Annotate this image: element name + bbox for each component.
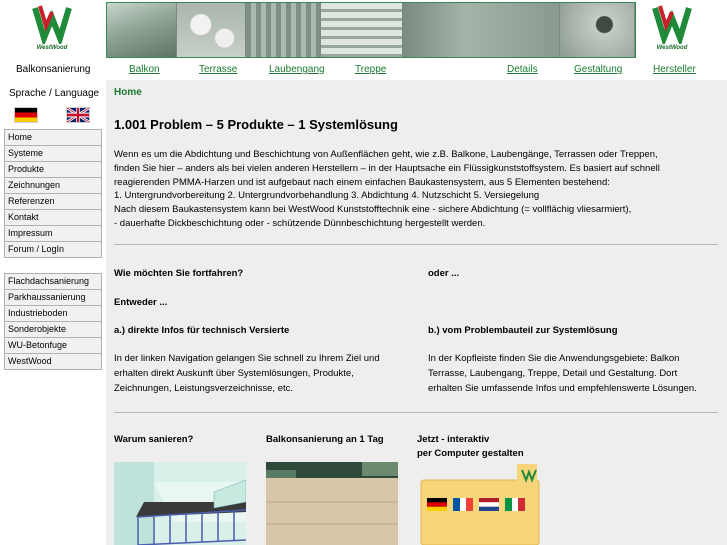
oder-label: oder ... xyxy=(428,268,460,279)
intro-text xyxy=(114,148,714,231)
language-label: Sprache / Language xyxy=(9,88,100,99)
menu-item-zeichnungen[interactable]: Zeichnungen xyxy=(4,178,102,194)
header xyxy=(0,0,727,80)
banner-photo-detail xyxy=(560,3,635,57)
menu-item-systeme[interactable]: Systeme xyxy=(4,146,102,162)
topnav-treppe[interactable]: Treppe xyxy=(355,64,387,75)
topnav-laubengang[interactable]: Laubengang xyxy=(269,64,325,75)
banner-photo-stairs xyxy=(321,3,403,57)
feature-image-warum-sanieren[interactable] xyxy=(114,462,246,545)
westwood-logo-left[interactable] xyxy=(32,4,72,56)
intro-line: Wenn es um die Abdichtung und Beschichtung von Außenflächen geht, wie z.B. Balkone, Laubengänge, Terrassen oder Treppen, xyxy=(114,149,658,160)
german-flag-icon[interactable] xyxy=(14,107,38,123)
feature-image-balkonsanierung[interactable] xyxy=(266,462,398,545)
main-menu xyxy=(4,129,102,258)
logo-text: WestWood xyxy=(656,45,688,51)
topnav-balkon[interactable]: Balkon xyxy=(129,64,160,75)
banner-label: Balkonsanierung xyxy=(16,64,91,75)
option-a-line: In der linken Navigation gelangen Sie schnell zu Ihrem Ziel und xyxy=(114,353,380,364)
intro-line: 1. Untergrundvorbereitung 2. Untergrundvorbehandlung 3. Abdichtung 4. Nutzschicht 5. Versiegelung xyxy=(114,190,540,202)
westwood-logo-icon xyxy=(32,4,72,44)
option-b-title: b.) vom Problembauteil zur Systemlösung xyxy=(428,325,618,336)
feature-interaktiv-title[interactable] xyxy=(417,433,524,461)
feature-title-line: Balkonsanierung an 1 Tag xyxy=(266,434,384,445)
divider xyxy=(114,412,718,413)
intro-line: reagierenden PMMA-Harzen und ist aufgebaut nach einem einfachen Baukastensystem, aus 5 Elementen bestehend: xyxy=(114,176,610,188)
menu-item-wu-betonfuge[interactable]: WU-Betonfuge xyxy=(4,338,102,354)
intro-line: - dauerhafte Dickbeschichtung oder - schützende Dünnbeschichtung hergestellt werden. xyxy=(114,217,486,229)
menu-item-parkhaussanierung[interactable]: Parkhaussanierung xyxy=(4,290,102,306)
page-title: 1.001 Problem – 5 Produkte – 1 Systemlösung xyxy=(114,117,398,132)
feature-balkonsanierung-title[interactable] xyxy=(266,433,384,447)
logo-text: WestWood xyxy=(36,45,68,51)
westwood-logo-right[interactable] xyxy=(652,4,692,56)
uk-flag-icon[interactable] xyxy=(66,107,90,123)
breadcrumb[interactable]: Home xyxy=(114,87,142,98)
menu-item-forum-login[interactable]: Forum / LogIn xyxy=(4,242,102,258)
banner-photo-facade xyxy=(403,3,560,57)
option-a-title: a.) direkte Infos für technisch Versierte xyxy=(114,325,290,336)
menu-item-industrieboden[interactable]: Industrieboden xyxy=(4,306,102,322)
divider xyxy=(114,244,718,245)
option-b-line: erhalten Sie umfassende Infos und empfehlenswerte Lösungen. xyxy=(428,383,697,394)
banner-photo-balcony xyxy=(107,3,177,57)
left-sidebar xyxy=(0,80,106,545)
secondary-menu xyxy=(4,273,102,370)
header-photo-banner xyxy=(106,2,636,58)
intro-line: Nach diesem Baukastensystem kann bei WestWood Kunststofftechnik eine - sichere Abdichtung (= vollflächig vliesarmiert), xyxy=(114,204,632,216)
terrace-photo xyxy=(266,462,398,545)
intro-line: finden Sie hier – anders als bei vielen anderen Herstellern – in der Hauptsache ein Flüssigkunststoffsystem. Es basiert auf schnell xyxy=(114,162,660,174)
menu-item-sonderobjekte[interactable]: Sonderobjekte xyxy=(4,322,102,338)
main-content xyxy=(106,80,727,545)
topnav-hersteller[interactable]: Hersteller xyxy=(653,64,696,75)
option-b-line: Terrasse, Laubengang, Treppe, Detail und Gestaltung. Dort xyxy=(428,368,678,379)
feature-image-interaktiv[interactable] xyxy=(417,462,547,545)
entweder-label: Entweder ... xyxy=(114,297,168,308)
balcony-illustration xyxy=(114,462,246,545)
design-tool-preview xyxy=(417,462,547,545)
option-a-line: Zeichnungen, Leistungsverzeichnisse, etc. xyxy=(114,383,294,394)
menu-item-flachdachsanierung[interactable]: Flachdachsanierung xyxy=(4,273,102,290)
feature-title-line: per Computer gestalten xyxy=(417,448,524,459)
topnav-gestaltung[interactable]: Gestaltung xyxy=(574,64,623,75)
option-b-line: In der Kopfleiste finden Sie die Anwendungsgebiete: Balkon xyxy=(428,353,680,364)
feature-title-line: Jetzt - interaktiv xyxy=(417,434,490,445)
menu-item-impressum[interactable]: Impressum xyxy=(4,226,102,242)
feature-warum-sanieren-title[interactable] xyxy=(114,433,193,447)
option-a-line: erhalten direkt Auskunft über Systemlösungen, Produkte, xyxy=(114,368,354,379)
banner-photo-walkway xyxy=(246,3,321,57)
menu-item-kontakt[interactable]: Kontakt xyxy=(4,210,102,226)
option-a-text xyxy=(114,351,414,396)
menu-item-produkte[interactable]: Produkte xyxy=(4,162,102,178)
topnav-details[interactable]: Details xyxy=(507,64,538,75)
feature-title-line: Warum sanieren? xyxy=(114,434,194,445)
banner-photo-terrace xyxy=(177,3,247,57)
option-b-text xyxy=(428,351,723,396)
topnav-terrasse[interactable]: Terrasse xyxy=(199,64,238,75)
menu-item-referenzen[interactable]: Referenzen xyxy=(4,194,102,210)
menu-item-westwood[interactable]: WestWood xyxy=(4,354,102,370)
question-heading: Wie möchten Sie fortfahren? xyxy=(114,268,244,279)
westwood-logo-icon xyxy=(652,4,692,44)
menu-item-home[interactable]: Home xyxy=(4,129,102,146)
